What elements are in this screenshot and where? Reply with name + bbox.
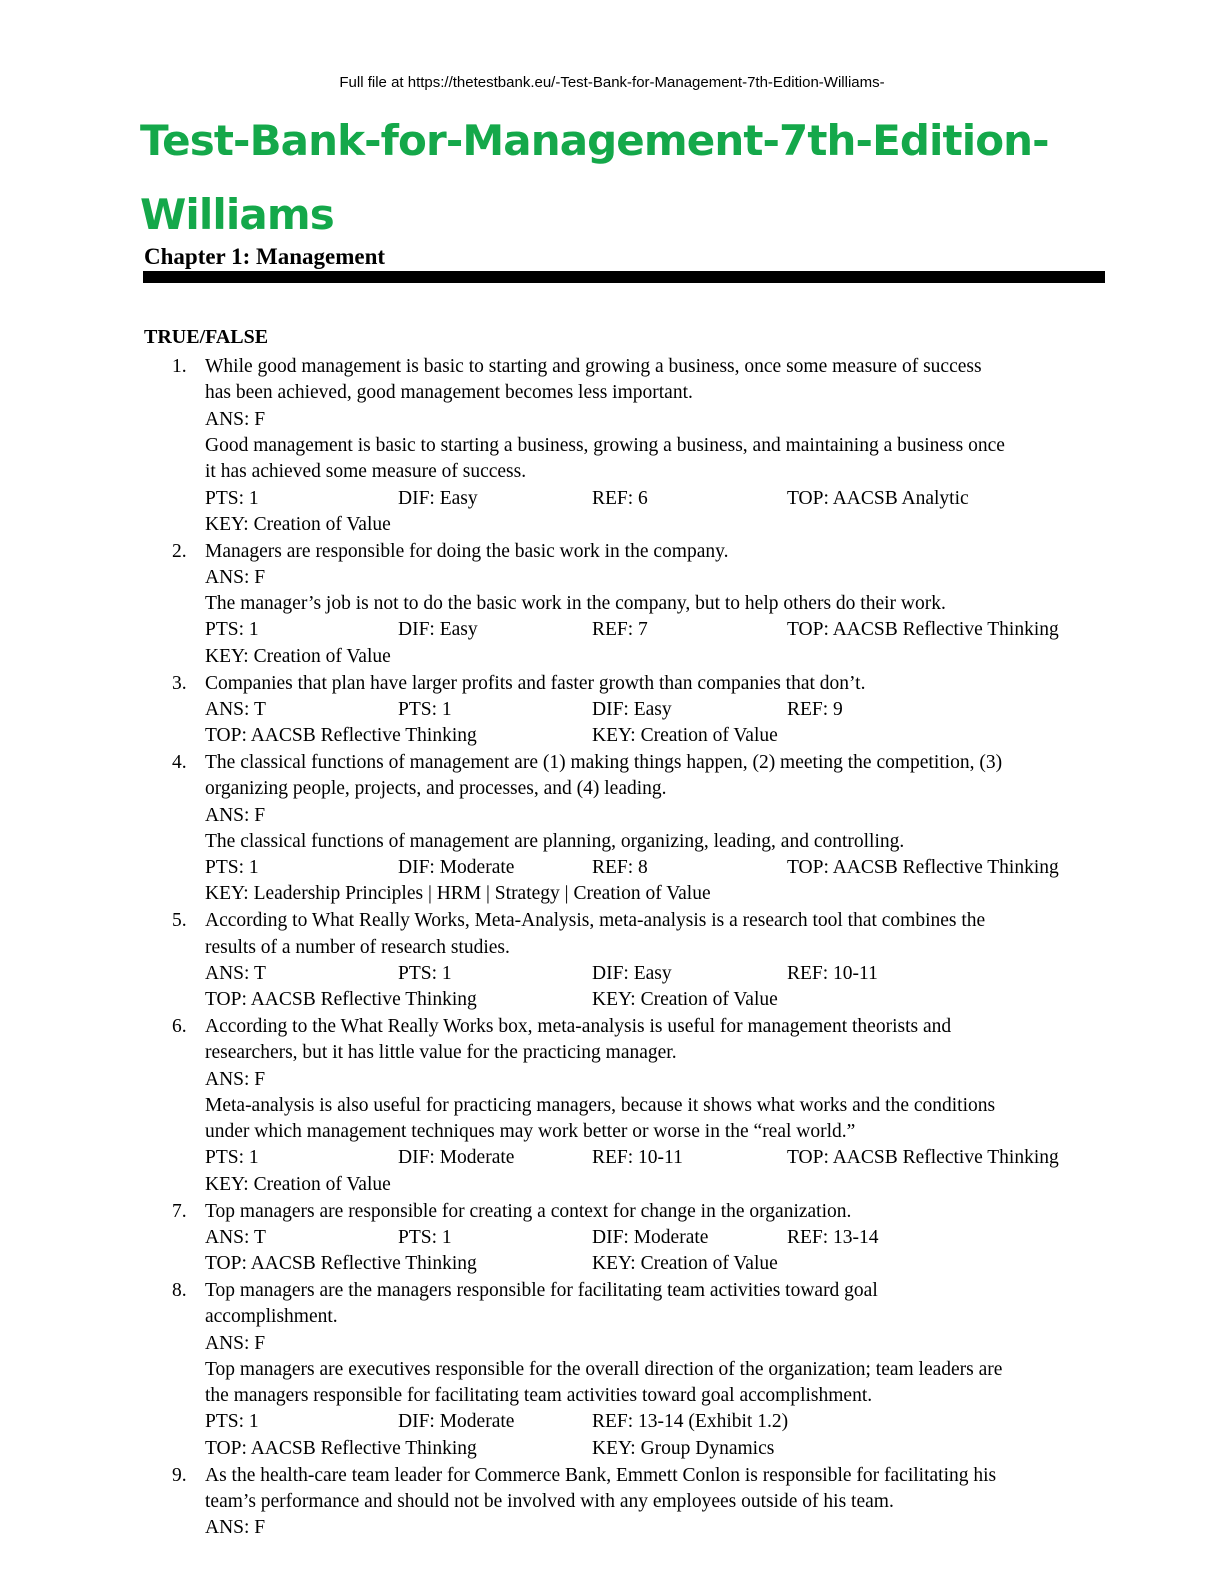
metadata-field: TOP: AACSB Reflective Thinking: [205, 1438, 477, 1459]
metadata-field: REF: 7: [592, 619, 648, 640]
question-text: team’s performance and should not be involved with any employees outside of his team.: [205, 1491, 894, 1512]
metadata-field: KEY: Creation of Value: [205, 1174, 391, 1195]
question-text: accomplishment.: [205, 1306, 338, 1327]
question-text: Managers are responsible for doing the basic work in the company.: [205, 541, 729, 562]
question-number: 9.: [172, 1465, 187, 1486]
metadata-field: PTS: 1: [205, 857, 259, 878]
metadata-field: TOP: AACSB Analytic: [787, 488, 969, 509]
question-text: While good management is basic to starting and growing a business, once some measure of success: [205, 356, 982, 377]
metadata-field: REF: 10-11: [592, 1147, 683, 1168]
metadata-field: PTS: 1: [205, 619, 259, 640]
metadata-field: TOP: AACSB Reflective Thinking: [787, 857, 1059, 878]
answer-line: ANS: F: [205, 567, 266, 588]
metadata-field: KEY: Creation of Value: [205, 646, 391, 667]
question-number: 6.: [172, 1016, 187, 1037]
metadata-field: DIF: Easy: [592, 963, 672, 984]
section-heading: TRUE/FALSE: [144, 326, 269, 348]
metadata-field: DIF: Moderate: [398, 1147, 515, 1168]
chapter-heading: Chapter 1: Management: [144, 244, 386, 269]
question-text: According to the What Really Works box, meta-analysis is useful for management theorists and: [205, 1016, 952, 1037]
metadata-field: REF: 10-11: [787, 963, 878, 984]
metadata-field: DIF: Moderate: [398, 1411, 515, 1432]
question-number: 4.: [172, 752, 187, 773]
metadata-field: ANS: T: [205, 963, 266, 984]
explanation-text: the managers responsible for facilitating team activities toward goal accomplishment.: [205, 1385, 873, 1406]
answer-line: ANS: F: [205, 805, 266, 826]
explanation-text: Meta-analysis is also useful for practicing managers, because it shows what works and the conditions: [205, 1095, 996, 1116]
metadata-field: REF: 13-14: [787, 1227, 879, 1248]
metadata-field: DIF: Easy: [398, 619, 478, 640]
metadata-field: PTS: 1: [205, 1411, 259, 1432]
metadata-field: REF: 9: [787, 699, 843, 720]
metadata-field: KEY: Creation of Value: [205, 514, 391, 535]
explanation-text: it has achieved some measure of success.: [205, 461, 527, 482]
heading-rule: [143, 271, 1105, 283]
question-text: As the health-care team leader for Commerce Bank, Emmett Conlon is responsible for facilitating his: [205, 1465, 997, 1486]
explanation-text: Good management is basic to starting a business, growing a business, and maintaining a business once: [205, 435, 1005, 456]
question-text: The classical functions of management are (1) making things happen, (2) meeting the competition, (3): [205, 752, 1003, 773]
metadata-field: REF: 13-14 (Exhibit 1.2): [592, 1411, 789, 1432]
metadata-field: DIF: Easy: [398, 488, 478, 509]
metadata-field: TOP: AACSB Reflective Thinking: [787, 619, 1059, 640]
metadata-field: REF: 8: [592, 857, 648, 878]
metadata-field: PTS: 1: [398, 1227, 452, 1248]
metadata-field: KEY: Creation of Value: [592, 1253, 778, 1274]
metadata-field: TOP: AACSB Reflective Thinking: [205, 725, 477, 746]
question-text: Top managers are responsible for creating a context for change in the organization.: [205, 1201, 852, 1222]
metadata-field: KEY: Creation of Value: [592, 725, 778, 746]
explanation-text: The classical functions of management are planning, organizing, leading, and controlling.: [205, 831, 905, 852]
metadata-field: DIF: Moderate: [592, 1227, 709, 1248]
answer-line: ANS: F: [205, 409, 266, 430]
source-link-header[interactable]: Full file at https://thetestbank.eu/-Test-Bank-for-Management-7th-Edition-Williams-: [339, 74, 885, 91]
question-number: 3.: [172, 673, 187, 694]
explanation-text: Top managers are executives responsible for the overall direction of the organization; team leaders are: [205, 1359, 1003, 1380]
metadata-field: TOP: AACSB Reflective Thinking: [205, 989, 477, 1010]
metadata-field: ANS: T: [205, 699, 266, 720]
metadata-field: DIF: Easy: [592, 699, 672, 720]
question-number: 2.: [172, 541, 187, 562]
metadata-field: ANS: T: [205, 1227, 266, 1248]
metadata-field: TOP: AACSB Reflective Thinking: [205, 1253, 477, 1274]
metadata-field: PTS: 1: [205, 488, 259, 509]
question-text: has been achieved, good management becomes less important.: [205, 382, 693, 403]
answer-line: ANS: F: [205, 1333, 266, 1354]
metadata-field: REF: 6: [592, 488, 648, 509]
question-number: 1.: [172, 356, 187, 377]
metadata-field: KEY: Creation of Value: [592, 989, 778, 1010]
question-number: 8.: [172, 1280, 187, 1301]
metadata-field: DIF: Moderate: [398, 857, 515, 878]
metadata-field: KEY: Leadership Principles | HRM | Strategy | Creation of Value: [205, 883, 711, 904]
question-text: organizing people, projects, and processes, and (4) leading.: [205, 778, 667, 799]
metadata-field: KEY: Group Dynamics: [592, 1438, 775, 1459]
answer-line: ANS: F: [205, 1069, 266, 1090]
question-text: researchers, but it has little value for the practicing manager.: [205, 1042, 677, 1063]
metadata-field: PTS: 1: [398, 699, 452, 720]
question-text: results of a number of research studies.: [205, 937, 510, 958]
question-number: 5.: [172, 910, 187, 931]
answer-line: ANS: F: [205, 1517, 266, 1538]
question-text: Companies that plan have larger profits and faster growth than companies that don’t.: [205, 673, 866, 694]
metadata-field: PTS: 1: [205, 1147, 259, 1168]
metadata-field: PTS: 1: [398, 963, 452, 984]
question-text: According to What Really Works, Meta-Analysis, meta-analysis is a research tool that combines the: [205, 910, 986, 931]
explanation-text: under which management techniques may work better or worse in the “real world.”: [205, 1121, 856, 1142]
question-text: Top managers are the managers responsible for facilitating team activities toward goal: [205, 1280, 878, 1301]
question-number: 7.: [172, 1201, 187, 1222]
document-title: Test-Bank-for-Management-7th-Edition-Williams: [140, 116, 1049, 239]
explanation-text: The manager’s job is not to do the basic work in the company, but to help others do their work.: [205, 593, 946, 614]
metadata-field: TOP: AACSB Reflective Thinking: [787, 1147, 1059, 1168]
